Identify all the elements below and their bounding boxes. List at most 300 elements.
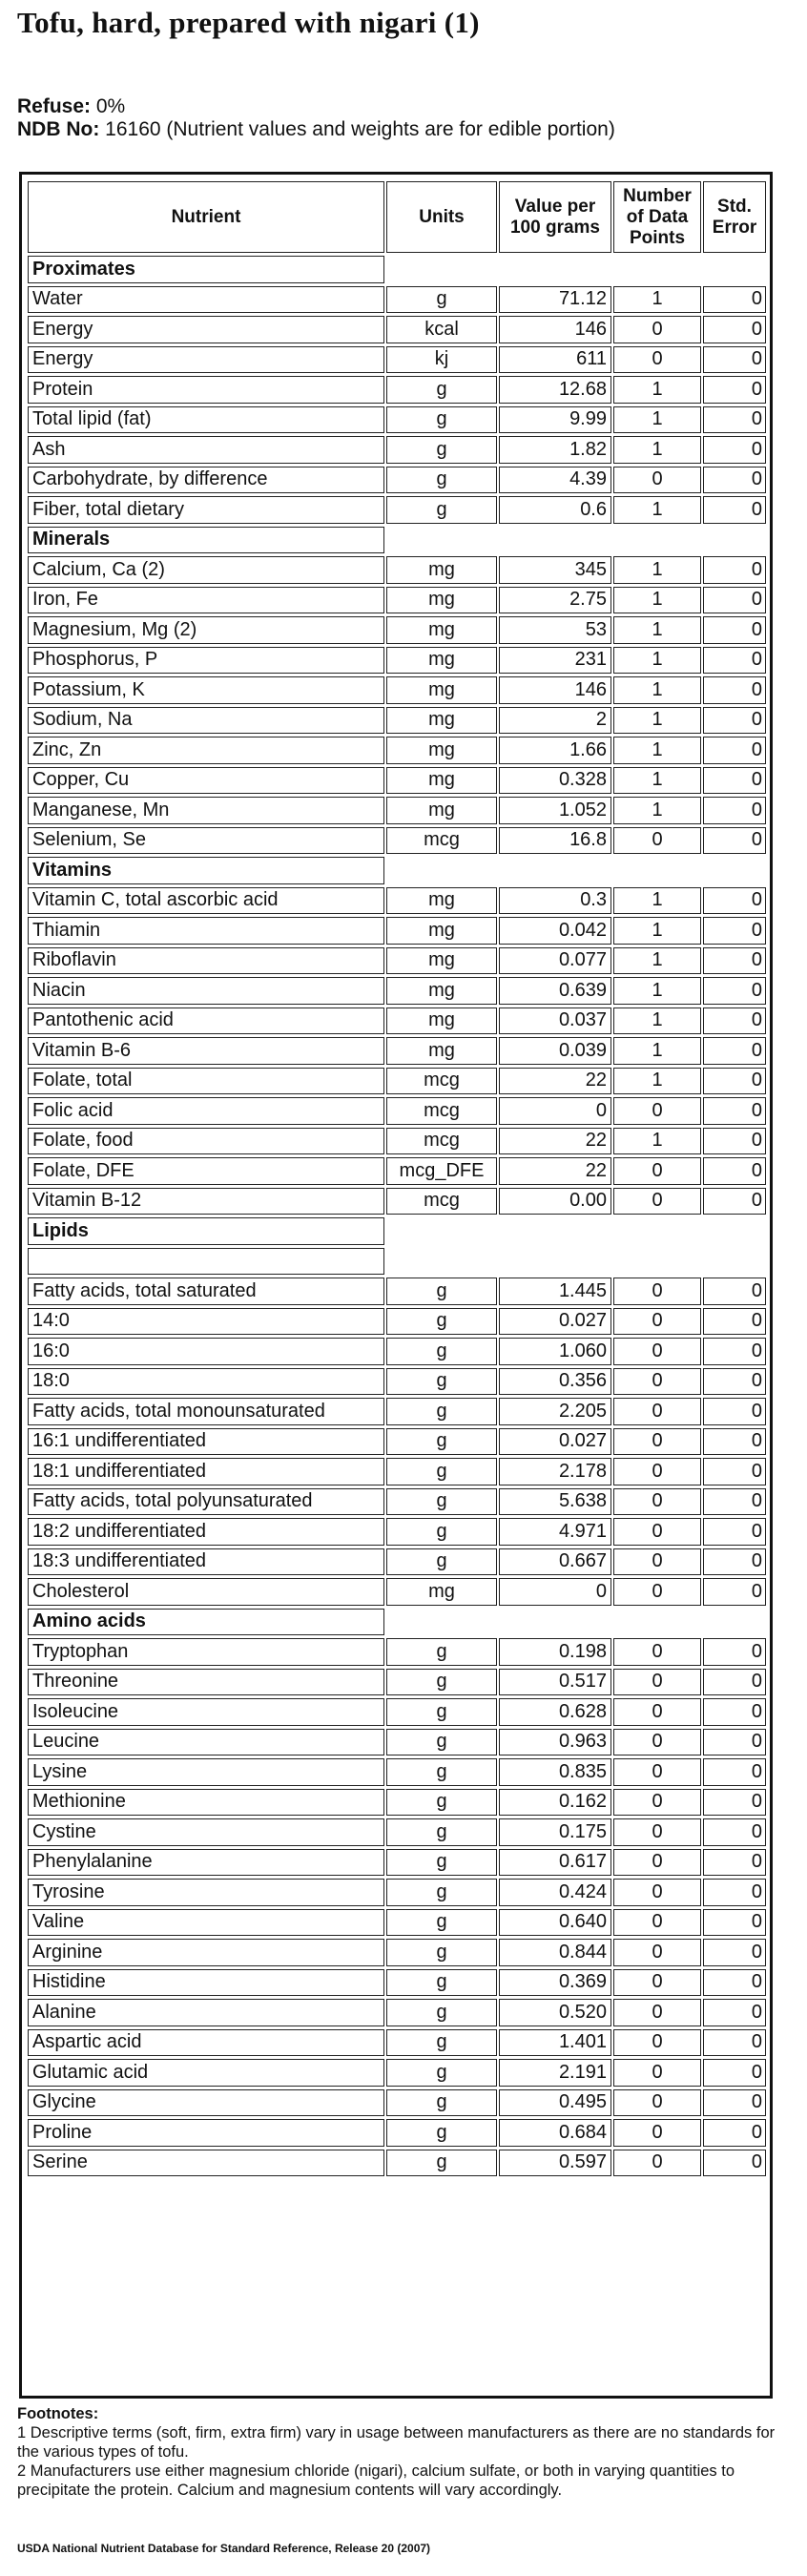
nutrient-units: mg	[386, 737, 497, 764]
nutrient-std-error: 0	[703, 1428, 766, 1456]
nutrient-data-points: 0	[613, 1879, 701, 1906]
nutrient-value: 2	[499, 707, 611, 735]
nutrient-value: 611	[499, 346, 611, 374]
nutrient-units: g	[386, 436, 497, 464]
nutrient-std-error: 0	[703, 2150, 766, 2177]
nutrient-value: 0.175	[499, 1818, 611, 1846]
nutrient-value: 9.99	[499, 406, 611, 434]
nutrient-std-error: 0	[703, 767, 766, 795]
nutrient-std-error: 0	[703, 1068, 766, 1095]
nutrient-name: Tyrosine	[28, 1879, 384, 1906]
nutrient-units: g	[386, 496, 497, 524]
nutrient-units: g	[386, 1518, 497, 1546]
nutrient-std-error: 0	[703, 556, 766, 584]
nutrient-value: 0.495	[499, 2089, 611, 2117]
nutrient-name: Fatty acids, total saturated	[28, 1278, 384, 1305]
nutrient-value: 0.369	[499, 1969, 611, 1997]
nutrient-name: Vitamin C, total ascorbic acid	[28, 887, 384, 915]
nutrient-value: 0.628	[499, 1698, 611, 1726]
nutrient-value: 22	[499, 1068, 611, 1095]
nutrient-name: Tryptophan	[28, 1638, 384, 1666]
nutrient-value: 0.844	[499, 1939, 611, 1966]
footnotes	[17, 2404, 790, 2500]
nutrient-value: 22	[499, 1128, 611, 1155]
nutrient-data-points: 0	[613, 1097, 701, 1125]
nutrient-value: 0.639	[499, 977, 611, 1005]
nutrient-units: g	[386, 1428, 497, 1456]
nutrient-value: 0.042	[499, 917, 611, 945]
nutrient-name: Copper, Cu	[28, 767, 384, 795]
nutrient-data-points: 1	[613, 286, 701, 314]
ndb-label: NDB No:	[17, 118, 100, 140]
nutrient-data-points: 1	[613, 737, 701, 764]
nutrient-units: g	[386, 1338, 497, 1365]
refuse-line	[17, 95, 125, 118]
nutrient-units: g	[386, 1669, 497, 1696]
nutrient-name: Glutamic acid	[28, 2059, 384, 2087]
nutrient-name: Potassium, K	[28, 676, 384, 704]
nutrient-std-error: 0	[703, 1638, 766, 1666]
section-spacer	[703, 527, 766, 554]
footnotes-heading: Footnotes:	[17, 2405, 99, 2422]
nutrient-data-points: 0	[613, 1458, 701, 1485]
nutrient-name: Fatty acids, total polyunsaturated	[28, 1488, 384, 1516]
nutrient-name: Fiber, total dietary	[28, 496, 384, 524]
nutrient-std-error: 0	[703, 467, 766, 494]
nutrient-data-points: 0	[613, 1969, 701, 1997]
section-spacer	[703, 1217, 766, 1245]
nutrient-std-error: 0	[703, 2029, 766, 2057]
nutrient-std-error: 0	[703, 587, 766, 614]
nutrient-name: Niacin	[28, 977, 384, 1005]
nutrient-units: g	[386, 1849, 497, 1877]
nutrient-name: Threonine	[28, 1669, 384, 1696]
ndb-line	[17, 118, 615, 141]
nutrient-name: Proline	[28, 2119, 384, 2147]
nutrient-value: 0.3	[499, 887, 611, 915]
nutrient-data-points: 0	[613, 1818, 701, 1846]
nutrient-data-points: 0	[613, 1488, 701, 1516]
nutrient-units: g	[386, 1308, 497, 1336]
nutrient-value: 0.617	[499, 1849, 611, 1877]
nutrient-units: g	[386, 2089, 497, 2117]
nutrient-units: g	[386, 1789, 497, 1817]
nutrient-data-points: 0	[613, 346, 701, 374]
nutrient-value: 2.205	[499, 1398, 611, 1425]
nutrient-std-error: 0	[703, 1128, 766, 1155]
nutrient-data-points: 0	[613, 467, 701, 494]
nutrient-units: g	[386, 406, 497, 434]
nutrient-units: mcg_DFE	[386, 1157, 497, 1185]
section-spacer	[386, 1248, 497, 1276]
nutrient-name: Folic acid	[28, 1097, 384, 1125]
nutrient-std-error: 0	[703, 707, 766, 735]
nutrient-units: mg	[386, 887, 497, 915]
nutrient-units: g	[386, 2029, 497, 2057]
nutrient-value: 0.077	[499, 947, 611, 975]
nutrient-value: 0.667	[499, 1548, 611, 1576]
nutrient-std-error: 0	[703, 647, 766, 675]
nutrient-value: 0.424	[499, 1879, 611, 1906]
nutrient-std-error: 0	[703, 1789, 766, 1817]
nutrient-value: 231	[499, 647, 611, 675]
section-spacer	[613, 256, 701, 283]
nutrient-name: Lysine	[28, 1758, 384, 1786]
nutrient-name: Arginine	[28, 1939, 384, 1966]
source-line: USDA National Nutrient Database for Standard Reference, Release 20 (2007)	[17, 2542, 431, 2555]
nutrient-data-points: 1	[613, 647, 701, 675]
nutrient-std-error: 0	[703, 1037, 766, 1065]
section-heading: Amino acids	[28, 1609, 384, 1636]
nutrient-std-error: 0	[703, 887, 766, 915]
nutrient-units: mg	[386, 587, 497, 614]
section-spacer	[386, 1217, 497, 1245]
section-spacer	[613, 1217, 701, 1245]
header-std-error: Std. Error	[703, 181, 766, 253]
nutrient-name: Alanine	[28, 1999, 384, 2026]
nutrient-value: 0.356	[499, 1368, 611, 1396]
nutrient-data-points: 1	[613, 887, 701, 915]
nutrient-data-points: 1	[613, 587, 701, 614]
nutrient-name: Zinc, Zn	[28, 737, 384, 764]
nutrient-units: mg	[386, 917, 497, 945]
nutrient-data-points: 0	[613, 1278, 701, 1305]
refuse-label: Refuse:	[17, 95, 92, 117]
nutrient-units: mg	[386, 676, 497, 704]
nutrient-value: 4.39	[499, 467, 611, 494]
nutrient-data-points: 0	[613, 2089, 701, 2117]
nutrient-name: Vitamin B-6	[28, 1037, 384, 1065]
nutrient-value: 2.75	[499, 587, 611, 614]
nutrient-data-points: 0	[613, 316, 701, 343]
header-value: Value per 100 grams	[499, 181, 611, 253]
nutrient-std-error: 0	[703, 1939, 766, 1966]
nutrient-name: Calcium, Ca (2)	[28, 556, 384, 584]
nutrient-std-error: 0	[703, 1999, 766, 2026]
nutrient-units: mg	[386, 1037, 497, 1065]
nutrient-name: Folate, total	[28, 1068, 384, 1095]
refuse-value: 0%	[95, 95, 126, 117]
nutrient-data-points: 0	[613, 2029, 701, 2057]
nutrient-value: 146	[499, 316, 611, 343]
nutrient-std-error: 0	[703, 1518, 766, 1546]
nutrient-units: g	[386, 2059, 497, 2087]
nutrient-units: mg	[386, 616, 497, 644]
footnote-2: 2 Manufacturers use either magnesium chloride (nigari), calcium sulfate, or both in varying quantities to precipitate the protein. Calcium and magnesium contents will vary accordingly.	[17, 2462, 735, 2499]
nutrient-units: kj	[386, 346, 497, 374]
nutrient-value: 0.963	[499, 1729, 611, 1756]
nutrient-value: 0.597	[499, 2150, 611, 2177]
nutrient-std-error: 0	[703, 1578, 766, 1606]
nutrient-name: Cholesterol	[28, 1578, 384, 1606]
nutrient-data-points: 1	[613, 376, 701, 404]
nutrient-std-error: 0	[703, 1188, 766, 1215]
nutrient-value: 1.82	[499, 436, 611, 464]
nutrient-units: g	[386, 1698, 497, 1726]
nutrient-units: mg	[386, 947, 497, 975]
nutrient-std-error: 0	[703, 1909, 766, 1937]
nutrient-data-points: 1	[613, 556, 701, 584]
nutrient-name: Ash	[28, 436, 384, 464]
nutrient-data-points: 1	[613, 977, 701, 1005]
nutrient-units: g	[386, 1368, 497, 1396]
nutrient-units: g	[386, 1939, 497, 1966]
nutrient-name: Manganese, Mn	[28, 797, 384, 824]
nutrient-units: mg	[386, 977, 497, 1005]
section-spacer	[499, 1248, 611, 1276]
nutrient-data-points: 0	[613, 2059, 701, 2087]
nutrient-name: Histidine	[28, 1969, 384, 1997]
nutrient-data-points: 0	[613, 1578, 701, 1606]
nutrient-name: Riboflavin	[28, 947, 384, 975]
nutrient-name: Energy	[28, 316, 384, 343]
nutrient-data-points: 1	[613, 797, 701, 824]
nutrient-name: 14:0	[28, 1308, 384, 1336]
nutrient-data-points: 1	[613, 496, 701, 524]
nutrient-units: g	[386, 1278, 497, 1305]
section-spacer	[386, 256, 497, 283]
nutrient-units: g	[386, 1729, 497, 1756]
nutrient-name: Aspartic acid	[28, 2029, 384, 2057]
nutrient-value: 0.520	[499, 1999, 611, 2026]
nutrient-std-error: 0	[703, 496, 766, 524]
nutrient-units: g	[386, 1638, 497, 1666]
nutrient-std-error: 0	[703, 1157, 766, 1185]
nutrient-data-points: 0	[613, 1669, 701, 1696]
nutrient-name: Pantothenic acid	[28, 1008, 384, 1035]
nutrient-units: g	[386, 1458, 497, 1485]
nutrient-name: Folate, food	[28, 1128, 384, 1155]
nutrient-std-error: 0	[703, 1698, 766, 1726]
section-spacer	[499, 857, 611, 884]
nutrient-value: 5.638	[499, 1488, 611, 1516]
nutrient-name: Valine	[28, 1909, 384, 1937]
nutrient-name: Leucine	[28, 1729, 384, 1756]
nutrient-units: g	[386, 1909, 497, 1937]
nutrient-data-points: 0	[613, 1758, 701, 1786]
nutrient-data-points: 0	[613, 1789, 701, 1817]
nutrient-data-points: 0	[613, 1428, 701, 1456]
nutrient-value: 0.162	[499, 1789, 611, 1817]
nutrient-data-points: 0	[613, 1729, 701, 1756]
nutrient-data-points: 0	[613, 1188, 701, 1215]
nutrient-std-error: 0	[703, 1398, 766, 1425]
nutrient-units: mcg	[386, 1068, 497, 1095]
nutrient-value: 146	[499, 676, 611, 704]
nutrient-units: mcg	[386, 1097, 497, 1125]
nutrient-value: 1.445	[499, 1278, 611, 1305]
nutrient-value: 0.00	[499, 1188, 611, 1215]
nutrient-data-points: 0	[613, 827, 701, 855]
nutrient-data-points: 0	[613, 1909, 701, 1937]
nutrient-value: 1.401	[499, 2029, 611, 2057]
nutrient-name: Phosphorus, P	[28, 647, 384, 675]
nutrient-std-error: 0	[703, 1879, 766, 1906]
section-spacer	[499, 256, 611, 283]
section-spacer	[613, 1248, 701, 1276]
nutrient-std-error: 0	[703, 2059, 766, 2087]
nutrient-units: g	[386, 467, 497, 494]
nutrient-units: g	[386, 1488, 497, 1516]
nutrient-value: 0	[499, 1578, 611, 1606]
nutrient-value: 12.68	[499, 376, 611, 404]
nutrient-data-points: 0	[613, 1638, 701, 1666]
nutrient-name: Methionine	[28, 1789, 384, 1817]
nutrient-name: Thiamin	[28, 917, 384, 945]
nutrient-data-points: 0	[613, 1849, 701, 1877]
section-spacer	[613, 1609, 701, 1636]
nutrient-std-error: 0	[703, 1097, 766, 1125]
nutrient-value: 0.198	[499, 1638, 611, 1666]
section-spacer	[386, 1609, 497, 1636]
section-spacer	[703, 857, 766, 884]
section-heading: Lipids	[28, 1217, 384, 1245]
nutrient-data-points: 1	[613, 1037, 701, 1065]
nutrient-std-error: 0	[703, 1548, 766, 1576]
nutrient-units: g	[386, 1818, 497, 1846]
nutrient-name: Serine	[28, 2150, 384, 2177]
section-spacer	[386, 857, 497, 884]
nutrient-data-points: 1	[613, 1008, 701, 1035]
nutrient-std-error: 0	[703, 797, 766, 824]
nutrient-units: g	[386, 2119, 497, 2147]
nutrient-units: g	[386, 1758, 497, 1786]
ndb-value: 16160 (Nutrient values and weights are for edible portion)	[105, 118, 615, 140]
nutrient-name: Magnesium, Mg (2)	[28, 616, 384, 644]
nutrient-value: 0.684	[499, 2119, 611, 2147]
nutrient-value: 0.640	[499, 1909, 611, 1937]
nutrient-value: 0.027	[499, 1308, 611, 1336]
nutrient-value: 0.039	[499, 1037, 611, 1065]
nutrient-std-error: 0	[703, 1818, 766, 1846]
nutrient-std-error: 0	[703, 436, 766, 464]
nutrient-data-points: 0	[613, 1338, 701, 1365]
nutrient-data-points: 0	[613, 1157, 701, 1185]
nutrient-name: Protein	[28, 376, 384, 404]
nutrient-std-error: 0	[703, 1458, 766, 1485]
nutrient-data-points: 0	[613, 1398, 701, 1425]
nutrient-name: Water	[28, 286, 384, 314]
section-spacer	[386, 527, 497, 554]
nutrient-std-error: 0	[703, 1368, 766, 1396]
section-spacer	[499, 1609, 611, 1636]
section-spacer	[499, 1217, 611, 1245]
nutrient-units: mcg	[386, 1128, 497, 1155]
nutrient-units: g	[386, 1999, 497, 2026]
nutrient-units: g	[386, 1879, 497, 1906]
nutrient-units: mg	[386, 797, 497, 824]
nutrient-std-error: 0	[703, 977, 766, 1005]
nutrient-value: 345	[499, 556, 611, 584]
nutrient-table	[28, 180, 768, 2390]
nutrient-name: Selenium, Se	[28, 827, 384, 855]
nutrient-data-points: 1	[613, 616, 701, 644]
nutrient-std-error: 0	[703, 1008, 766, 1035]
nutrient-data-points: 1	[613, 436, 701, 464]
nutrient-data-points: 1	[613, 947, 701, 975]
header-data-points: Number of Data Points	[613, 181, 701, 253]
nutrient-std-error: 0	[703, 2119, 766, 2147]
nutrient-data-points: 0	[613, 1548, 701, 1576]
nutrient-name: 18:3 undifferentiated	[28, 1548, 384, 1576]
nutrient-value: 1.052	[499, 797, 611, 824]
nutrient-std-error: 0	[703, 1488, 766, 1516]
nutrient-value: 53	[499, 616, 611, 644]
nutrient-units: mg	[386, 556, 497, 584]
nutrient-value: 0.835	[499, 1758, 611, 1786]
nutrient-value: 2.191	[499, 2059, 611, 2087]
nutrient-std-error: 0	[703, 1969, 766, 1997]
nutrient-data-points: 1	[613, 767, 701, 795]
nutrient-std-error: 0	[703, 1338, 766, 1365]
nutrient-table-frame	[19, 172, 773, 2399]
nutrient-data-points: 1	[613, 676, 701, 704]
nutrient-value: 1.060	[499, 1338, 611, 1365]
nutrient-name: 16:0	[28, 1338, 384, 1365]
nutrient-data-points: 0	[613, 2150, 701, 2177]
nutrient-data-points: 1	[613, 1128, 701, 1155]
nutrient-std-error: 0	[703, 737, 766, 764]
nutrient-name: Iron, Fe	[28, 587, 384, 614]
section-spacer	[613, 527, 701, 554]
nutrient-std-error: 0	[703, 827, 766, 855]
nutrient-std-error: 0	[703, 1729, 766, 1756]
nutrient-value: 16.8	[499, 827, 611, 855]
nutrient-data-points: 0	[613, 1999, 701, 2026]
nutrient-units: mg	[386, 1008, 497, 1035]
nutrient-units: g	[386, 2150, 497, 2177]
section-spacer	[499, 527, 611, 554]
nutrient-std-error: 0	[703, 947, 766, 975]
section-spacer	[703, 256, 766, 283]
nutrient-std-error: 0	[703, 2089, 766, 2117]
nutrient-name: Folate, DFE	[28, 1157, 384, 1185]
nutrient-value: 0.037	[499, 1008, 611, 1035]
nutrient-std-error: 0	[703, 1758, 766, 1786]
nutrient-data-points: 0	[613, 1518, 701, 1546]
nutrient-name: Cystine	[28, 1818, 384, 1846]
nutrient-std-error: 0	[703, 1849, 766, 1877]
nutrient-std-error: 0	[703, 346, 766, 374]
section-heading: Proximates	[28, 256, 384, 283]
nutrient-std-error: 0	[703, 676, 766, 704]
section-spacer	[703, 1609, 766, 1636]
header-nutrient: Nutrient	[28, 181, 384, 253]
nutrient-value: 71.12	[499, 286, 611, 314]
nutrient-name: Phenylalanine	[28, 1849, 384, 1877]
section-spacer	[703, 1248, 766, 1276]
nutrient-name: 18:2 undifferentiated	[28, 1518, 384, 1546]
page-title: Tofu, hard, prepared with nigari (1)	[17, 6, 480, 39]
nutrient-name: 18:0	[28, 1368, 384, 1396]
nutrient-units: g	[386, 286, 497, 314]
nutrient-value: 2.178	[499, 1458, 611, 1485]
nutrient-name: Fatty acids, total monounsaturated	[28, 1398, 384, 1425]
nutrient-units: mcg	[386, 827, 497, 855]
section-spacer	[613, 857, 701, 884]
nutrient-units: mg	[386, 707, 497, 735]
nutrient-data-points: 0	[613, 1698, 701, 1726]
nutrient-data-points: 0	[613, 2119, 701, 2147]
footnote-1: 1 Descriptive terms (soft, firm, extra firm) vary in usage between manufacturers as there are no standards for the various types of tofu.	[17, 2424, 776, 2461]
nutrient-name: Energy	[28, 346, 384, 374]
nutrient-value: 0.517	[499, 1669, 611, 1696]
blank-row	[28, 1248, 384, 1276]
nutrient-value: 0.6	[499, 496, 611, 524]
nutrient-data-points: 0	[613, 1368, 701, 1396]
nutrient-data-points: 0	[613, 1939, 701, 1966]
nutrient-units: mg	[386, 767, 497, 795]
